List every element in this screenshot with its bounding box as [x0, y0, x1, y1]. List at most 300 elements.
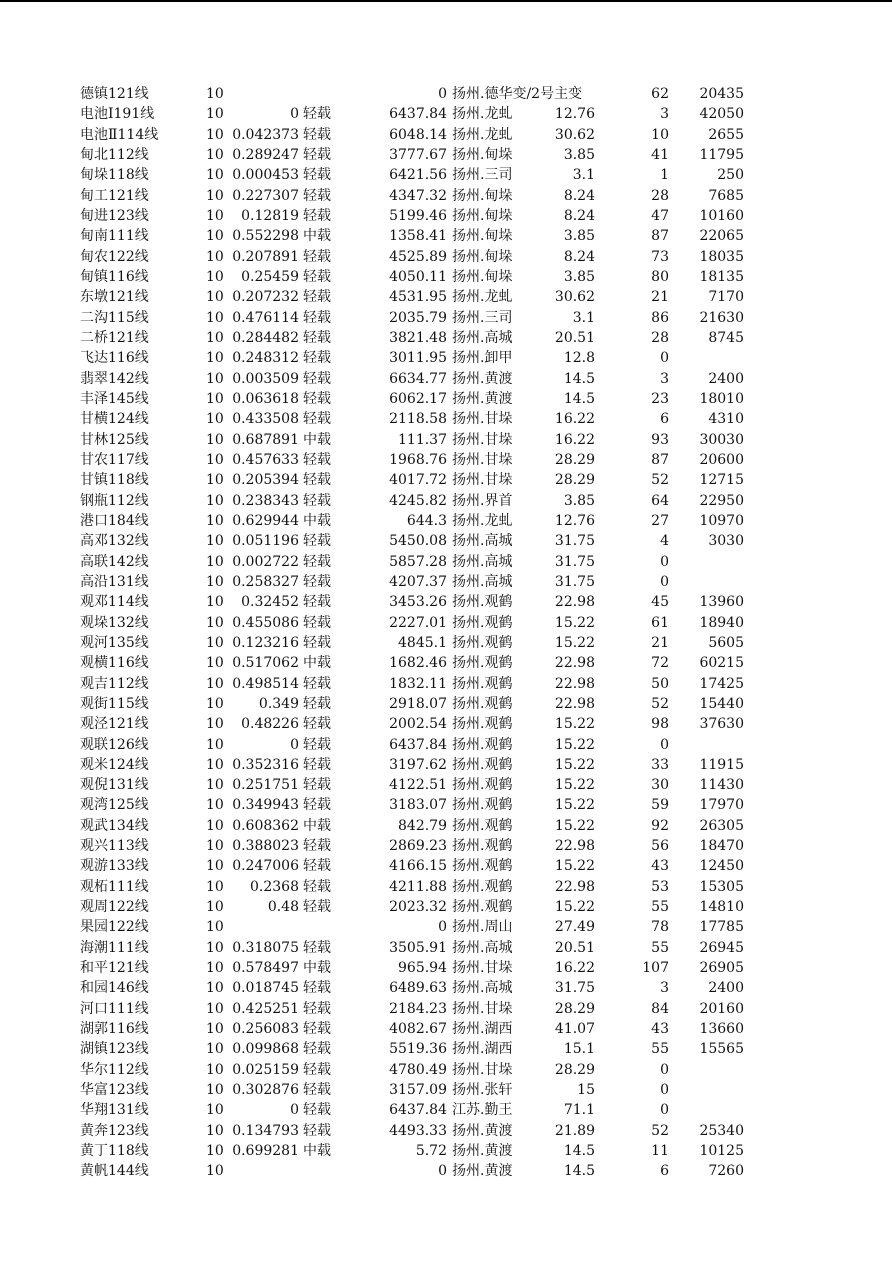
- table-row: [0, 348, 892, 368]
- substation-name-cell: 扬州.湖西: [452, 1041, 513, 1058]
- line-length-cell: 15.22: [554, 817, 595, 834]
- spare-capacity-cell: 4017.72: [389, 472, 447, 489]
- table-row: [0, 104, 892, 124]
- user-count-cell: 52: [651, 472, 669, 489]
- user-count-cell: 0: [660, 350, 669, 367]
- spare-capacity-cell: 6489.63: [389, 980, 447, 997]
- substation-name-cell: 扬州.甘垛: [452, 451, 513, 468]
- line-length-cell: 15.22: [554, 899, 595, 916]
- table-row: [0, 186, 892, 206]
- load-status-cell: 轻载: [303, 573, 331, 590]
- load-status-cell: 轻载: [303, 1000, 331, 1017]
- table-row: [0, 409, 892, 429]
- user-count-cell: 107: [642, 960, 669, 977]
- table-row: [0, 450, 892, 470]
- load-status-cell: 轻载: [303, 1061, 331, 1078]
- load-status-cell: 轻载: [303, 126, 331, 143]
- substation-name-cell: 扬州.龙虬: [452, 289, 513, 306]
- line-length-cell: 30.62: [554, 126, 595, 143]
- load-rate-cell: 0.25459: [241, 268, 299, 285]
- line-name-cell: 观河135线: [80, 634, 149, 651]
- load-status-cell: 轻载: [303, 390, 331, 407]
- connected-load-cell: 2400: [708, 370, 744, 387]
- spare-capacity-cell: 2918.07: [389, 695, 447, 712]
- load-status-cell: 轻载: [303, 1082, 331, 1099]
- connected-load-cell: 37630: [699, 716, 744, 733]
- spare-capacity-cell: 2002.54: [389, 716, 447, 733]
- spare-capacity-cell: 6437.84: [389, 1102, 447, 1119]
- load-rate-cell: 0.042373: [232, 126, 299, 143]
- line-length-cell: 15.22: [554, 756, 595, 773]
- line-name-cell: 甸工121线: [80, 187, 149, 204]
- table-row: [0, 511, 892, 531]
- line-length-cell: 3.85: [563, 228, 595, 245]
- user-count-cell: 28: [651, 187, 669, 204]
- substation-name-cell: 扬州.甸垛: [452, 146, 513, 163]
- substation-name-cell: 扬州.观鹤: [452, 634, 513, 651]
- load-rate-cell: 0.352316: [232, 756, 299, 773]
- connected-load-cell: 5605: [708, 634, 744, 651]
- load-status-cell: 轻载: [303, 594, 331, 611]
- load-status-cell: 轻载: [303, 472, 331, 489]
- line-length-cell: 31.75: [554, 533, 595, 550]
- table-row: [0, 897, 892, 917]
- line-name-cell: 港口184线: [80, 512, 149, 529]
- substation-name-cell: 扬州.卸甲: [452, 350, 513, 367]
- line-name-cell: 东墩121线: [80, 289, 149, 306]
- voltage-level-cell: 10: [206, 573, 224, 590]
- load-rate-cell: 0.238343: [232, 492, 299, 509]
- line-name-cell: 观湾125线: [80, 797, 149, 814]
- voltage-level-cell: 10: [206, 1122, 224, 1139]
- load-rate-cell: 0.207891: [232, 248, 299, 265]
- voltage-level-cell: 10: [206, 1000, 224, 1017]
- table-row: [0, 795, 892, 815]
- table-row: [0, 694, 892, 714]
- line-length-cell: 12.8: [563, 350, 595, 367]
- load-status-cell: 轻载: [303, 858, 331, 875]
- line-name-cell: 高邓132线: [80, 533, 149, 550]
- user-count-cell: 98: [651, 716, 669, 733]
- load-status-cell: 轻载: [303, 492, 331, 509]
- voltage-level-cell: 10: [206, 797, 224, 814]
- load-status-cell: 轻载: [303, 187, 331, 204]
- line-length-cell: 3.85: [563, 146, 595, 163]
- load-status-cell: 轻载: [303, 553, 331, 570]
- load-status-cell: 轻载: [303, 309, 331, 326]
- voltage-level-cell: 10: [206, 390, 224, 407]
- connected-load-cell: 26945: [699, 939, 744, 956]
- connected-load-cell: 11915: [699, 756, 744, 773]
- load-rate-cell: 0.256083: [232, 1021, 299, 1038]
- connected-load-cell: 11430: [699, 777, 744, 794]
- connected-load-cell: 18135: [699, 268, 744, 285]
- load-status-cell: 中载: [303, 228, 331, 245]
- voltage-level-cell: 10: [206, 614, 224, 631]
- spare-capacity-cell: 5857.28: [389, 553, 447, 570]
- line-name-cell: 华富123线: [80, 1082, 149, 1099]
- load-rate-cell: 0.051196: [232, 533, 299, 550]
- voltage-level-cell: 10: [206, 858, 224, 875]
- substation-name-cell: 扬州.黄渡: [452, 370, 513, 387]
- load-rate-cell: 0.000453: [232, 167, 299, 184]
- line-name-cell: 德镇121线: [80, 86, 149, 102]
- spare-capacity-cell: 4845.1: [398, 634, 447, 651]
- line-length-cell: 16.22: [554, 431, 595, 448]
- line-name-cell: 二沟115线: [80, 309, 149, 326]
- connected-load-cell: 18010: [699, 390, 744, 407]
- table-row: [0, 816, 892, 836]
- voltage-level-cell: 10: [206, 126, 224, 143]
- voltage-level-cell: 10: [206, 634, 224, 651]
- table-row: [0, 633, 892, 653]
- voltage-level-cell: 10: [206, 675, 224, 692]
- user-count-cell: 23: [651, 390, 669, 407]
- voltage-level-cell: 10: [206, 492, 224, 509]
- connected-load-cell: 60215: [699, 655, 744, 672]
- user-count-cell: 27: [651, 512, 669, 529]
- load-status-cell: 轻载: [303, 797, 331, 814]
- voltage-level-cell: 10: [206, 736, 224, 753]
- voltage-level-cell: 10: [206, 370, 224, 387]
- load-status-cell: 中载: [303, 960, 331, 977]
- voltage-level-cell: 10: [206, 756, 224, 773]
- line-length-cell: 31.75: [554, 553, 595, 570]
- user-count-cell: 52: [651, 1122, 669, 1139]
- line-length-cell: 22.98: [554, 838, 595, 855]
- load-rate-cell: 0.205394: [232, 472, 299, 489]
- line-length-cell: 22.98: [554, 878, 595, 895]
- substation-name-cell: 扬州.观鹤: [452, 695, 513, 712]
- user-count-cell: 1: [660, 167, 669, 184]
- line-name-cell: 观泾121线: [80, 716, 149, 733]
- load-status-cell: 轻载: [303, 167, 331, 184]
- user-count-cell: 59: [651, 797, 669, 814]
- substation-name-cell: 扬州.甸垛: [452, 248, 513, 265]
- spare-capacity-cell: 4347.32: [389, 187, 447, 204]
- line-length-cell: 71.1: [563, 1102, 595, 1119]
- line-length-cell: 21.89: [554, 1122, 595, 1139]
- user-count-cell: 0: [660, 1061, 669, 1078]
- spare-capacity-cell: 2869.23: [389, 838, 447, 855]
- connected-load-cell: 10125: [699, 1143, 744, 1160]
- table-row: [0, 674, 892, 694]
- line-name-cell: 海潮111线: [80, 939, 149, 956]
- connected-load-cell: 26905: [699, 960, 744, 977]
- voltage-level-cell: 10: [206, 838, 224, 855]
- spare-capacity-cell: 965.94: [398, 960, 447, 977]
- table-row: [0, 470, 892, 490]
- load-rate-cell: 0.025159: [232, 1061, 299, 1078]
- connected-load-cell: 15440: [699, 695, 744, 712]
- user-count-cell: 87: [651, 228, 669, 245]
- substation-name-cell: 扬州.甘垛: [452, 472, 513, 489]
- connected-load-cell: 26305: [699, 817, 744, 834]
- spare-capacity-cell: 4493.33: [389, 1122, 447, 1139]
- user-count-cell: 55: [651, 939, 669, 956]
- line-name-cell: 甘横124线: [80, 411, 149, 428]
- connected-load-cell: 7170: [708, 289, 744, 306]
- load-status-cell: 轻载: [303, 1102, 331, 1119]
- table-row: [0, 572, 892, 592]
- line-name-cell: 甘林125线: [80, 431, 149, 448]
- load-status-cell: 中载: [303, 817, 331, 834]
- load-rate-cell: 0.476114: [232, 309, 299, 326]
- load-rate-cell: 0.349943: [232, 797, 299, 814]
- voltage-level-cell: 10: [206, 207, 224, 224]
- spare-capacity-cell: 644.3: [406, 512, 447, 529]
- substation-name-cell: 扬州.观鹤: [452, 756, 513, 773]
- spare-capacity-cell: 4082.67: [389, 1021, 447, 1038]
- user-count-cell: 64: [651, 492, 669, 509]
- load-status-cell: 轻载: [303, 634, 331, 651]
- spare-capacity-cell: 0: [438, 919, 447, 936]
- user-count-cell: 30: [651, 777, 669, 794]
- load-rate-cell: 0.699281: [232, 1143, 299, 1160]
- load-status-cell: 轻载: [303, 411, 331, 428]
- load-rate-cell: 0.289247: [232, 146, 299, 163]
- line-length-cell: 15.22: [554, 858, 595, 875]
- load-rate-cell: 0.284482: [232, 329, 299, 346]
- connected-load-cell: 2655: [708, 126, 744, 143]
- load-rate-cell: 0.578497: [232, 960, 299, 977]
- load-status-cell: 轻载: [303, 695, 331, 712]
- load-rate-cell: 0.388023: [232, 838, 299, 855]
- substation-name-cell: 扬州.甘垛: [452, 960, 513, 977]
- table-row: [0, 1141, 892, 1161]
- load-rate-cell: 0.433508: [232, 411, 299, 428]
- page-top-border: [0, 0, 892, 2]
- table-row: [0, 287, 892, 307]
- table-row: [0, 836, 892, 856]
- table-row: [0, 958, 892, 978]
- load-status-cell: 轻载: [303, 675, 331, 692]
- spare-capacity-cell: 1832.11: [389, 675, 447, 692]
- line-length-cell: 20.51: [554, 939, 595, 956]
- voltage-level-cell: 10: [206, 1143, 224, 1160]
- substation-name-cell: 扬州.高城: [452, 980, 513, 997]
- line-name-cell: 甸北112线: [80, 146, 149, 163]
- voltage-level-cell: 10: [206, 594, 224, 611]
- substation-name-cell: 扬州.观鹤: [452, 878, 513, 895]
- spare-capacity-cell: 6048.14: [389, 126, 447, 143]
- voltage-level-cell: 10: [206, 1021, 224, 1038]
- substation-name-cell: 扬州.观鹤: [452, 899, 513, 916]
- line-length-cell: 22.98: [554, 594, 595, 611]
- line-name-cell: 观吉112线: [80, 675, 149, 692]
- spare-capacity-cell: 4122.51: [389, 777, 447, 794]
- user-count-cell: 21: [651, 634, 669, 651]
- line-length-cell: 3.85: [563, 268, 595, 285]
- substation-name-cell: 扬州.黄渡: [452, 1122, 513, 1139]
- table-row: [0, 999, 892, 1019]
- load-status-cell: 中载: [303, 512, 331, 529]
- voltage-level-cell: 10: [206, 960, 224, 977]
- line-name-cell: 电池Ⅱ114线: [80, 126, 159, 143]
- load-rate-cell: 0.063618: [232, 390, 299, 407]
- user-count-cell: 43: [651, 1021, 669, 1038]
- substation-name-cell: 扬州.界首: [452, 492, 513, 509]
- voltage-level-cell: 10: [206, 1041, 224, 1058]
- line-name-cell: 观周122线: [80, 899, 149, 916]
- voltage-level-cell: 10: [206, 167, 224, 184]
- spare-capacity-cell: 4050.11: [389, 268, 447, 285]
- line-name-cell: 观米124线: [80, 756, 149, 773]
- user-count-cell: 4: [660, 533, 669, 550]
- load-status-cell: 轻载: [303, 1021, 331, 1038]
- line-name-cell: 甘镇118线: [80, 472, 149, 489]
- spare-capacity-cell: 3777.67: [389, 146, 447, 163]
- connected-load-cell: 25340: [699, 1122, 744, 1139]
- line-name-cell: 翡翠142线: [80, 370, 149, 387]
- spare-capacity-cell: 6437.84: [389, 736, 447, 753]
- line-name-cell: 甸进123线: [80, 207, 149, 224]
- table-row: [0, 491, 892, 511]
- line-name-cell: 黄奔123线: [80, 1122, 149, 1139]
- connected-load-cell: 15565: [699, 1041, 744, 1058]
- spare-capacity-cell: 4211.88: [389, 878, 447, 895]
- spare-capacity-cell: 6634.77: [389, 370, 447, 387]
- voltage-level-cell: 10: [206, 512, 224, 529]
- substation-name-cell: 扬州.高城: [452, 553, 513, 570]
- user-count-cell: 86: [651, 309, 669, 326]
- connected-load-cell: 7685: [708, 187, 744, 204]
- connected-load-cell: 17970: [699, 797, 744, 814]
- voltage-level-cell: 10: [206, 309, 224, 326]
- line-name-cell: 观联126线: [80, 736, 149, 753]
- line-length-cell: 41.07: [554, 1021, 595, 1038]
- voltage-level-cell: 10: [206, 1082, 224, 1099]
- line-length-cell: 12.76: [554, 106, 595, 123]
- spare-capacity-cell: 1358.41: [389, 228, 447, 245]
- substation-name-cell: 扬州.高城: [452, 329, 513, 346]
- load-rate-cell: 0.318075: [232, 939, 299, 956]
- user-count-cell: 3: [660, 370, 669, 387]
- spare-capacity-cell: 3183.07: [389, 797, 447, 814]
- line-name-cell: 果园122线: [80, 919, 149, 936]
- spare-capacity-cell: 4531.95: [389, 289, 447, 306]
- load-status-cell: 轻载: [303, 1122, 331, 1139]
- voltage-level-cell: 10: [206, 777, 224, 794]
- line-length-cell: 15.22: [554, 797, 595, 814]
- connected-load-cell: 13960: [699, 594, 744, 611]
- connected-load-cell: 30030: [699, 431, 744, 448]
- line-length-cell: 16.22: [554, 411, 595, 428]
- user-count-cell: 87: [651, 451, 669, 468]
- load-status-cell: 轻载: [303, 289, 331, 306]
- spare-capacity-cell: 3011.95: [389, 350, 447, 367]
- line-length-cell: 15: [577, 1082, 595, 1099]
- line-length-cell: 12.76: [554, 512, 595, 529]
- table-row: [0, 755, 892, 775]
- voltage-level-cell: 10: [206, 817, 224, 834]
- user-count-cell: 93: [651, 431, 669, 448]
- table-row: [0, 735, 892, 755]
- substation-name-cell: 扬州.观鹤: [452, 777, 513, 794]
- user-count-cell: 28: [651, 329, 669, 346]
- load-rate-cell: 0.32452: [241, 594, 299, 611]
- connected-load-cell: 17425: [699, 675, 744, 692]
- line-name-cell: 观垛132线: [80, 614, 149, 631]
- table-row: [0, 1060, 892, 1080]
- user-count-cell: 33: [651, 756, 669, 773]
- line-length-cell: 22.98: [554, 675, 595, 692]
- line-length-cell: 15.22: [554, 736, 595, 753]
- substation-name-cell: 扬州.观鹤: [452, 838, 513, 855]
- voltage-level-cell: 10: [206, 268, 224, 285]
- substation-name-cell: 扬州.观鹤: [452, 614, 513, 631]
- substation-name-cell: 扬州.张轩: [452, 1082, 513, 1099]
- user-count-cell: 45: [651, 594, 669, 611]
- line-name-cell: 华尔112线: [80, 1061, 149, 1078]
- load-rate-cell: 0.425251: [232, 1000, 299, 1017]
- substation-name-cell: 扬州.甸垛: [452, 187, 513, 204]
- line-length-cell: 8.24: [563, 207, 595, 224]
- substation-name-cell: 扬州.甸垛: [452, 268, 513, 285]
- line-name-cell: 观柘111线: [80, 878, 149, 895]
- substation-name-cell: 扬州.黄渡: [452, 1163, 513, 1180]
- load-status-cell: 轻载: [303, 736, 331, 753]
- line-length-cell: 3.1: [572, 167, 595, 184]
- table-row: [0, 653, 892, 673]
- load-rate-cell: 0.251751: [232, 777, 299, 794]
- table-row: [0, 613, 892, 633]
- voltage-level-cell: 10: [206, 553, 224, 570]
- line-length-cell: 28.29: [554, 472, 595, 489]
- user-count-cell: 43: [651, 858, 669, 875]
- line-name-cell: 观邓114线: [80, 594, 149, 611]
- voltage-level-cell: 10: [206, 411, 224, 428]
- load-status-cell: 轻载: [303, 777, 331, 794]
- user-count-cell: 6: [660, 411, 669, 428]
- table-row: [0, 125, 892, 145]
- user-count-cell: 41: [651, 146, 669, 163]
- table-row: [0, 978, 892, 998]
- substation-name-cell: 扬州.甘垛: [452, 431, 513, 448]
- user-count-cell: 47: [651, 207, 669, 224]
- line-name-cell: 高沿131线: [80, 573, 149, 590]
- spare-capacity-cell: 5.72: [415, 1143, 447, 1160]
- voltage-level-cell: 10: [206, 1061, 224, 1078]
- connected-load-cell: 20160: [699, 1000, 744, 1017]
- voltage-level-cell: 10: [206, 939, 224, 956]
- connected-load-cell: 18940: [699, 614, 744, 631]
- user-count-cell: 80: [651, 268, 669, 285]
- spare-capacity-cell: 4525.89: [389, 248, 447, 265]
- load-status-cell: 轻载: [303, 350, 331, 367]
- line-name-cell: 观兴113线: [80, 838, 149, 855]
- table-row: [0, 247, 892, 267]
- connected-load-cell: 20600: [699, 451, 744, 468]
- line-length-cell: 28.29: [554, 451, 595, 468]
- line-name-cell: 飞达116线: [80, 350, 149, 367]
- load-rate-cell: 0.455086: [232, 614, 299, 631]
- load-status-cell: 轻载: [303, 146, 331, 163]
- table-row: [0, 1100, 892, 1120]
- load-status-cell: 轻载: [303, 248, 331, 265]
- table-row: [0, 308, 892, 328]
- line-length-cell: 15.22: [554, 634, 595, 651]
- user-count-cell: 0: [660, 553, 669, 570]
- load-status-cell: 轻载: [303, 533, 331, 550]
- spare-capacity-cell: 4207.37: [389, 573, 447, 590]
- substation-name-cell: 扬州.甘垛: [452, 1061, 513, 1078]
- user-count-cell: 53: [651, 878, 669, 895]
- substation-name-cell: 扬州.三司: [452, 309, 513, 326]
- substation-name-cell: 扬州.观鹤: [452, 594, 513, 611]
- voltage-level-cell: 10: [206, 533, 224, 550]
- connected-load-cell: 7260: [708, 1163, 744, 1180]
